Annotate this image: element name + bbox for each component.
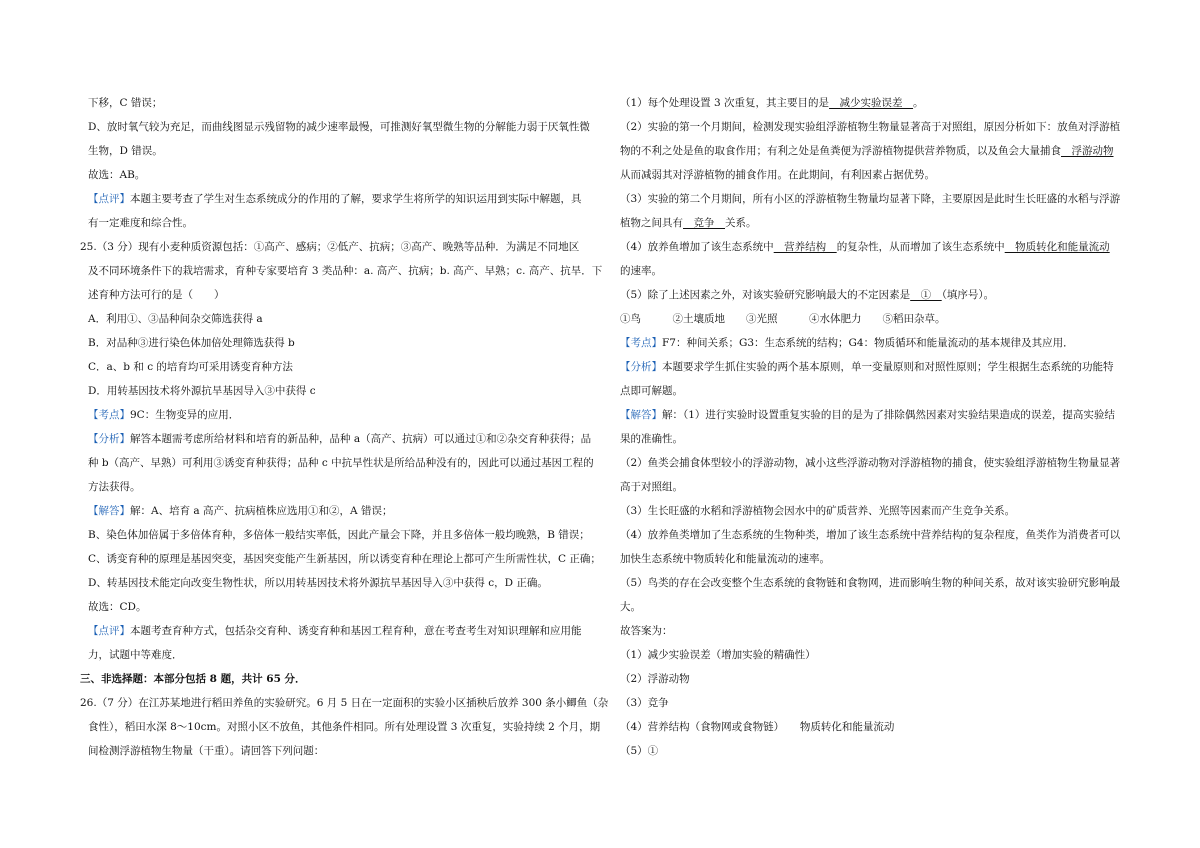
line-text: 物的不利之处是鱼的取食作用；有利之处是鱼粪便为浮游植物提供营养物质，以及鱼会大量捕食 xyxy=(620,145,1061,157)
section-tag: 【解答】 xyxy=(620,409,662,421)
text-line xyxy=(620,283,1130,307)
text-line xyxy=(620,187,1130,211)
text-line xyxy=(80,451,594,475)
line-text: 解：（1）进行实验时设置重复实验的目的是为了排除偶然因素对实验结果造成的误差，提高实验结 xyxy=(662,409,1115,421)
line-text: 26.（7 分）在江苏某地进行稻田养鱼的实验研究。6 月 5 日在一定面积的实验小区插秧后放养 300 条小鲫鱼（杂 xyxy=(80,697,609,709)
text-line xyxy=(80,91,590,115)
text-line xyxy=(620,235,1130,259)
text-line xyxy=(620,547,1130,571)
left-column xyxy=(80,91,609,763)
line-text: 高于对照组。 xyxy=(620,481,683,493)
line-text: 本题考查育种方式，包括杂交育种、诱变育种和基因工程育种，意在考查考生对知识理解和应用能 xyxy=(130,625,582,637)
line-text: 故选：AB。 xyxy=(88,169,146,181)
text-line xyxy=(620,523,1130,547)
line-text: 有一定难度和综合性。 xyxy=(88,217,193,229)
line-text: （4）放养鱼类增加了生态系统的生物种类，增加了该生态系统中营养结构的复杂程度，鱼类作为消费者可以 xyxy=(620,529,1121,541)
line-text: 的速率。 xyxy=(620,265,662,277)
line-text: C．a、b 和 c 的培育均可采用诱变育种方法 xyxy=(88,361,293,373)
text-line xyxy=(80,235,590,259)
line-text: 方法获得。 xyxy=(88,481,141,493)
line-text: （3）生长旺盛的水稻和浮游植物会因水中的矿质营养、光照等因素而产生竞争关系。 xyxy=(620,505,1016,517)
answer-blank: 物质转化和能量流动 xyxy=(1004,241,1110,253)
line-text: 的复杂性，从而增加了该生态系统中 xyxy=(836,241,1005,253)
line-text: （4）放养鱼增加了该生态系统中 xyxy=(620,241,774,253)
line-text: B、染色体加倍属于多倍体育种，多倍体一般结实率低，因此产量会下降，并且多倍体一般均晚熟，B 错误； xyxy=(88,529,590,541)
text-line xyxy=(620,715,1130,739)
text-line xyxy=(80,259,603,283)
line-text: 食性），稻田水深 8～10cm。对照小区不放鱼，其他条件相同。所有处理设置 3 次重复，实验持续 2 个月，期 xyxy=(88,721,601,733)
line-text: （5）① xyxy=(620,745,659,757)
text-line xyxy=(620,259,1130,283)
text-line xyxy=(80,475,590,499)
line-text: 。 xyxy=(913,97,924,109)
line-text: 大。 xyxy=(620,601,641,613)
text-line xyxy=(80,643,590,667)
text-line xyxy=(620,643,1130,667)
text-line xyxy=(80,667,590,691)
line-text: 果的准确性。 xyxy=(620,433,683,445)
answer-blank: ① xyxy=(910,289,942,301)
text-line xyxy=(620,115,1130,139)
line-text: 种 b（高产、早熟）可利用③诱变育种获得；品种 c 中抗旱性状是所给品种没有的，因此可以通过基因工程的 xyxy=(88,457,594,469)
line-text: 述育种方法可行的是（ ） xyxy=(88,289,225,301)
section-tag: 【点评】 xyxy=(88,625,130,637)
line-text: （1）减少实验误差（增加实验的精确性） xyxy=(620,649,816,661)
text-line xyxy=(80,139,590,163)
text-line xyxy=(80,739,590,763)
answer-blank: 营养结构 xyxy=(773,241,837,253)
line-text: D、转基因技术能定向改变生物性状，所以用转基因技术将外源抗旱基因导入③中获得 c，D 正确。 xyxy=(88,577,548,589)
text-line xyxy=(620,211,1130,235)
text-line xyxy=(80,379,590,403)
section-tag: 【分析】 xyxy=(88,433,130,445)
line-text: B．对品种③进行染色体加倍处理筛选获得 b xyxy=(88,337,295,349)
text-line xyxy=(80,307,590,331)
line-text: C、诱变育种的原理是基因突变，基因突变能产生新基因，所以诱变育种在理论上都可产生所需性状，C 正确； xyxy=(88,553,601,565)
text-line xyxy=(620,427,1130,451)
right-column xyxy=(620,91,1130,763)
text-line xyxy=(80,691,609,715)
text-line xyxy=(80,619,590,643)
line-text: 故选：CD。 xyxy=(88,601,147,613)
line-text: D．用转基因技术将外源抗旱基因导入③中获得 c xyxy=(88,385,316,397)
text-line xyxy=(80,595,590,619)
line-text: 间检测浮游植物生物量（干重）。请回答下列问题： xyxy=(88,745,325,757)
text-line xyxy=(80,403,590,427)
line-text: 解答本题需考虑所给材料和培育的新品种，品种 a（高产、抗病）可以通过①和②杂交育种获得；品 xyxy=(130,433,592,445)
text-line xyxy=(80,163,590,187)
text-line xyxy=(80,547,601,571)
text-line xyxy=(80,211,590,235)
line-text: 25.（3 分）现有小麦种质资源包括：①高产、感病；②低产、抗病；③高产、晚熟等品种．为满足不同地区 xyxy=(80,241,580,253)
text-line xyxy=(80,427,590,451)
text-line xyxy=(620,163,1130,187)
text-line xyxy=(620,451,1130,475)
line-text: 加快生态系统中物质转化和能量流动的速率。 xyxy=(620,553,830,565)
line-text: （4）营养结构（食物网或食物链） 物质转化和能量流动 xyxy=(620,721,895,733)
line-text: 点即可解题。 xyxy=(620,385,683,397)
answer-blank: 竞争 xyxy=(683,217,725,229)
text-line xyxy=(620,571,1130,595)
text-line xyxy=(80,523,590,547)
text-line xyxy=(80,283,590,307)
section-tag: 【分析】 xyxy=(620,361,662,373)
text-line xyxy=(80,355,590,379)
text-line xyxy=(620,331,1130,355)
text-line xyxy=(80,571,590,595)
text-line xyxy=(620,355,1130,379)
text-line xyxy=(620,307,1130,331)
line-text: （1）每个处理设置 3 次重复，其主要目的是 xyxy=(620,97,830,109)
line-text: （2）鱼类会捕食体型较小的浮游动物，减小这些浮游动物对浮游植物的捕食，使实验组浮游植物生物量显著 xyxy=(620,457,1121,469)
text-line xyxy=(620,739,1130,763)
text-line xyxy=(620,403,1130,427)
line-text: 关系。 xyxy=(725,217,757,229)
line-text: 本题主要考查了学生对生态系统成分的作用的了解，要求学生将所学的知识运用到实际中解题，具 xyxy=(130,193,582,205)
answer-blank: 减少实验误差 xyxy=(829,97,914,109)
text-line xyxy=(620,139,1130,163)
line-text: D、放时氧气较为充足，而曲线图显示残留物的减少速率最慢，可推测好氧型微生物的分解能力弱于厌氧性微 xyxy=(88,121,590,133)
line-text: A．利用①、③品种间杂交筛选获得 a xyxy=(88,313,263,325)
section-tag: 【考点】 xyxy=(620,337,662,349)
section-tag: 【解答】 xyxy=(88,505,130,517)
line-text: 从而减弱其对浮游植物的捕食作用。在此期间，有利因素占据优势。 xyxy=(620,169,935,181)
section-tag: 【点评】 xyxy=(88,193,130,205)
text-line xyxy=(620,91,1130,115)
text-line xyxy=(80,187,590,211)
line-text: 9C：生物变异的应用． xyxy=(130,409,240,421)
line-text: （2）实验的第一个月期间，检测发现实验组浮游植物生物量显著高于对照组，原因分析如下：放鱼对浮游植 xyxy=(620,121,1121,133)
line-text: （填序号）。 xyxy=(941,289,995,301)
text-line xyxy=(620,379,1130,403)
line-text: （2）浮游动物 xyxy=(620,673,690,685)
text-line xyxy=(620,691,1130,715)
line-text: 本题要求学生抓住实验的两个基本原则，单一变量原则和对照性原则；学生根据生态系统的功能特 xyxy=(662,361,1114,373)
line-text: 植物之间具有 xyxy=(620,217,683,229)
text-line xyxy=(80,331,590,355)
answer-blank: 浮游动物 xyxy=(1061,145,1114,157)
line-text: 三、非选择题：本部分包括 8 题，共计 65 分． xyxy=(80,673,306,685)
line-text: 及不同环境条件下的栽培需求，育种专家要培育 3 类品种：a. 高产、抗病；b. 高产、早熟；c. 高产、抗旱．下 xyxy=(88,265,603,277)
text-line xyxy=(80,115,590,139)
line-text: （5）除了上述因素之外，对该实验研究影响最大的不定因素是 xyxy=(620,289,911,301)
line-text: 故答案为： xyxy=(620,625,673,637)
line-text: 下移，C 错误； xyxy=(88,97,163,109)
line-text: 力，试题中等难度． xyxy=(88,649,183,661)
line-text: ①鸟 ②土壤质地 ③光照 ④水体肥力 ⑤稻田杂草。 xyxy=(620,313,946,325)
text-line xyxy=(620,619,1130,643)
text-line xyxy=(620,595,1130,619)
section-tag: 【考点】 xyxy=(88,409,130,421)
line-text: （3）竞争 xyxy=(620,697,669,709)
text-line xyxy=(620,499,1130,523)
text-line xyxy=(620,475,1130,499)
line-text: 解：A、培育 a 高产、抗病植株应选用①和②，A 错误； xyxy=(130,505,393,517)
text-line xyxy=(620,667,1130,691)
line-text: 生物，D 错误。 xyxy=(88,145,163,157)
line-text: （3）实验的第二个月期间，所有小区的浮游植物生物量均显著下降，主要原因是此时生长旺盛的水稻与浮游 xyxy=(620,193,1121,205)
text-line xyxy=(80,715,601,739)
line-text: F7：种间关系；G3：生态系统的结构；G4：物质循环和能量流动的基本规律及其应用． xyxy=(662,337,1074,349)
text-line xyxy=(80,499,590,523)
line-text: （5）鸟类的存在会改变整个生态系统的食物链和食物网，进而影响生物的种间关系，故对该实验研究影响最 xyxy=(620,577,1121,589)
